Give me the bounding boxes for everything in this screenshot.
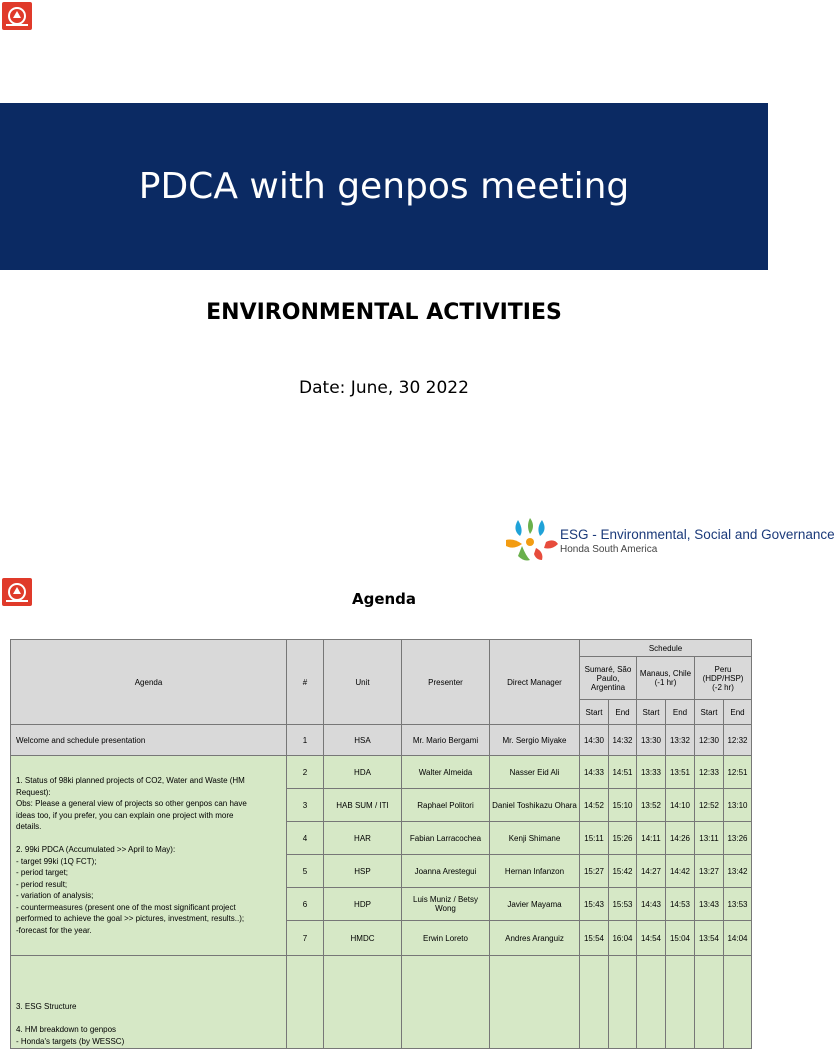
esg-flower-icon [500,516,560,564]
header-schedule: Schedule [580,640,752,657]
page-title: PDCA with genpos meeting [138,166,630,207]
row-presenter: Walter Almeida [402,756,490,789]
time-cell: 13:53 [724,888,752,921]
empty-cell [609,956,637,1049]
empty-cell [695,956,724,1049]
empty-cell [666,956,695,1049]
row-unit: HDP [324,888,402,921]
empty-cell [637,956,666,1049]
time-cell: 12:32 [724,725,752,756]
time-cell: 13:43 [695,888,724,921]
time-cell: 13:32 [666,725,695,756]
row-num: 4 [287,822,324,855]
row-presenter: Raphael Politori [402,789,490,822]
agenda-heading: Agenda [351,590,417,608]
time-cell: 13:11 [695,822,724,855]
time-cell: 15:26 [609,822,637,855]
time-cell: 14:04 [724,921,752,956]
header-start: Start [637,700,666,725]
time-cell: 12:30 [695,725,724,756]
row-manager: Daniel Toshikazu Ohara [490,789,580,822]
time-cell: 14:53 [666,888,695,921]
row-manager: Andres Aranguiz [490,921,580,956]
time-cell: 14:32 [609,725,637,756]
time-cell: 15:11 [580,822,609,855]
row-num: 1 [287,725,324,756]
agenda-table [10,639,752,1049]
row-presenter: Joanna Arestegui [402,855,490,888]
esg-org: Honda South America [560,544,658,555]
row-unit: HAB SUM / ITI [324,789,402,822]
header-manager: Direct Manager [490,640,580,725]
time-cell: 15:27 [580,855,609,888]
row-manager: Mr. Sergio Miyake [490,725,580,756]
row-unit: HSA [324,725,402,756]
header-loc2: Manaus, Chile (-1 hr) [637,657,695,700]
row-presenter: Fabian Larracochea [402,822,490,855]
row-presenter: Luis Muniz / Betsy Wong [402,888,490,921]
row-unit: HSP [324,855,402,888]
row-presenter: Erwin Loreto [402,921,490,956]
agenda-welcome: Welcome and schedule presentation [11,725,287,756]
row-num: 6 [287,888,324,921]
time-cell: 14:43 [637,888,666,921]
time-cell: 13:54 [695,921,724,956]
time-cell: 12:33 [695,756,724,789]
time-cell: 14:54 [637,921,666,956]
time-cell: 13:33 [637,756,666,789]
header-unit: Unit [324,640,402,725]
empty-cell [287,956,324,1049]
header-loc3: Peru (HDP/HSP) (-2 hr) [695,657,752,700]
agenda-block-1: 1. Status of 98ki planned projects of CO2, Water and Waste (HM Request): Obs: Please a general view of projects so other genpos can have ideas too, if you prefer, you can explain one project with more details. 2. 99ki PDCA (Accumulated >> April to May): - target 99ki (1Q FCT); - period target; - period result; - variation of analysis; - countermeasures (present one of the most significant project performed to achieve the goal >> pictures, investment, results..); -forecast for the year. [11,756,287,956]
time-cell: 12:51 [724,756,752,789]
time-cell: 13:26 [724,822,752,855]
table-row [11,756,752,789]
time-cell: 16:04 [609,921,637,956]
empty-cell [724,956,752,1049]
row-num: 2 [287,756,324,789]
time-cell: 14:42 [666,855,695,888]
row-manager: Hernan Infanzon [490,855,580,888]
time-cell: 14:10 [666,789,695,822]
header-end: End [666,700,695,725]
header-end: End [724,700,752,725]
header-end: End [609,700,637,725]
esg-name: ESG - Environmental, Social and Governance [560,527,835,542]
row-unit: HMDC [324,921,402,956]
header-start: Start [580,700,609,725]
header-agenda: Agenda [11,640,287,725]
time-cell: 14:33 [580,756,609,789]
agenda-block-2: 3. ESG Structure 4. HM breakdown to genpos - Honda's targets (by WESSC) [11,956,287,1049]
time-cell: 13:51 [666,756,695,789]
header-start: Start [695,700,724,725]
empty-cell [490,956,580,1049]
subtitle: ENVIRONMENTAL ACTIVITIES [206,300,562,325]
time-cell: 14:11 [637,822,666,855]
time-cell: 13:27 [695,855,724,888]
table-row [11,956,752,1049]
time-cell: 15:04 [666,921,695,956]
time-cell: 13:42 [724,855,752,888]
time-cell: 15:43 [580,888,609,921]
row-presenter: Mr. Mario Bergami [402,725,490,756]
empty-cell [324,956,402,1049]
time-cell: 13:30 [637,725,666,756]
row-manager: Javier Mayama [490,888,580,921]
header-presenter: Presenter [402,640,490,725]
time-cell: 13:52 [637,789,666,822]
table-row [11,725,752,756]
time-cell: 14:30 [580,725,609,756]
time-cell: 15:10 [609,789,637,822]
header-loc1: Sumaré, São Paulo, Argentina [580,657,637,700]
time-cell: 14:51 [609,756,637,789]
row-manager: Nasser Eid Ali [490,756,580,789]
time-cell: 14:52 [580,789,609,822]
title-banner [0,103,768,270]
honda-logo-top [2,2,32,30]
row-unit: HAR [324,822,402,855]
time-cell: 14:26 [666,822,695,855]
meeting-date: Date: June, 30 2022 [299,378,469,398]
row-manager: Kenji Shimane [490,822,580,855]
time-cell: 15:54 [580,921,609,956]
header-num: # [287,640,324,725]
empty-cell [580,956,609,1049]
esg-logo [500,516,835,564]
time-cell: 15:53 [609,888,637,921]
time-cell: 13:10 [724,789,752,822]
time-cell: 12:52 [695,789,724,822]
row-unit: HDA [324,756,402,789]
time-cell: 15:42 [609,855,637,888]
empty-cell [402,956,490,1049]
row-num: 5 [287,855,324,888]
row-num: 3 [287,789,324,822]
time-cell: 14:27 [637,855,666,888]
row-num: 7 [287,921,324,956]
